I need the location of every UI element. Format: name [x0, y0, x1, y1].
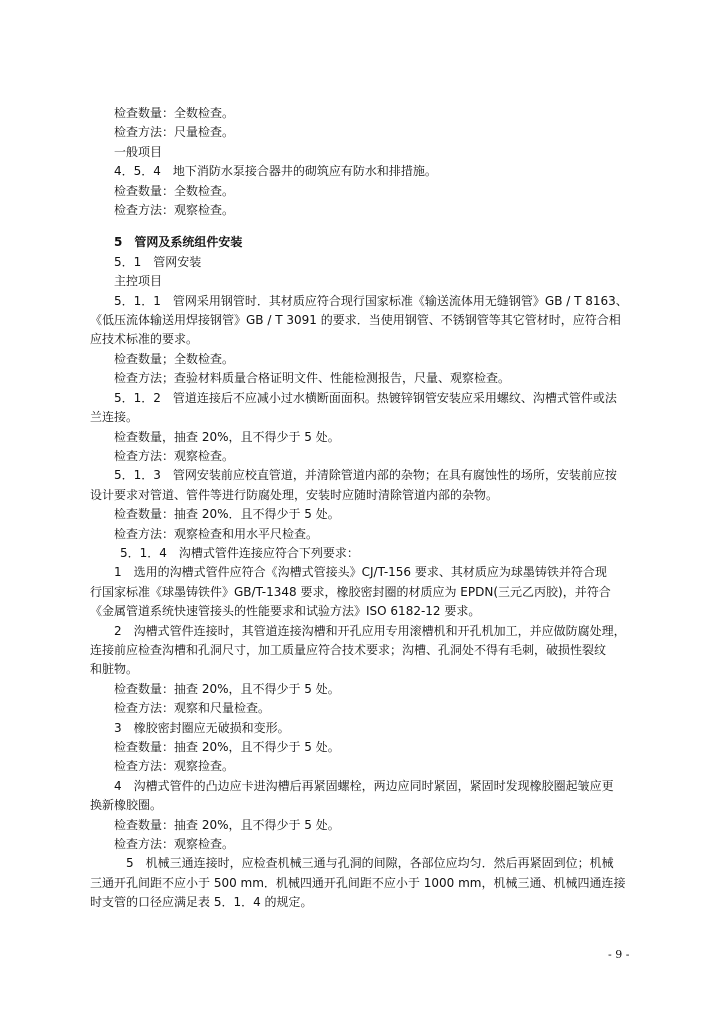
text-line: 设计要求对管道、管件等进行防腐处理，安装时应随时清除管道内部的杂物。 — [90, 487, 499, 502]
text-line: 检查数量：抽查 20%，且不得少于 5 处。 — [114, 681, 340, 696]
text-line: 检查方法：观察检查。 — [114, 203, 235, 218]
text-line: 5．1．3 管网安装前应校直管道，并清除管道内部的杂物；在具有腐蚀性的场所，安装前应按 — [114, 468, 617, 483]
text-line: 检查方法：观察检查。 — [114, 448, 235, 463]
text-line: 应技术标准的要求。 — [90, 332, 199, 347]
text-line: 检查数量；全数检查。 — [114, 351, 235, 366]
text-line: 一般项目 — [114, 144, 163, 159]
text-line: 检查数量：全数检查。 — [114, 183, 235, 198]
page-number: - 9 - — [608, 948, 630, 961]
text-line: 检查数量：全数检查。 — [114, 106, 235, 120]
text-line: 和脏物。 — [90, 662, 139, 677]
text-line: 5 机械三通连接时，应检查机械三通与孔洞的间隙，各部位应均匀．然后再紧固到位；机械 — [126, 856, 614, 871]
text-line: 连接前应检查沟槽和孔洞尺寸，加工质量应符合技术要求；沟槽、孔洞处不得有毛刺，破损性裂纹 — [90, 642, 607, 657]
text-line: 5．1．2 管道连接后不应减小过水横断面面积。热镀锌钢管安装应采用螺纹、沟槽式管件或法 — [114, 390, 617, 405]
text-line: 检查数量，抽查 20%，且不得少于 5 处。 — [114, 429, 340, 444]
text-line: 兰连接。 — [90, 410, 139, 425]
text-line: 1 选用的沟槽式管件应符合《沟槽式管接头》CJ/T-156 要求、其材质应为球墨铸铁并符合现 — [114, 565, 607, 580]
text-line: 2 沟槽式管件连接时，其管道连接沟槽和开孔应用专用滚槽机和开孔机加工，并应做防腐处理， — [114, 623, 626, 638]
text-line: 检查方法；查验材料质量合格证明文件、性能检测报告，尺量、观察检查。 — [114, 371, 511, 386]
text-line: 《低压流体输送用焊接钢管》GB / T 3091 的要求．当使用钢管、不锈钢管等其它管材时，应符合相 — [90, 313, 621, 328]
text-line: 3 橡胶密封圈应无破损和变形。 — [114, 720, 290, 735]
text-line: 5．1．4 沟槽式管件连接应符合下列要求： — [120, 545, 359, 560]
text-line: 检查数量：抽查 20%，且不得少于 5 处。 — [114, 740, 340, 754]
text-line: 时支管的口径应满足表 5．1．4 的规定。 — [90, 895, 313, 910]
text-line: 三通开孔间距不应小于 500 mm．机械四通开孔间距不应小于 1000 mm，机械三通、机械四通连接 — [90, 875, 626, 890]
text-line: 检查方法：观察和尺量检查。 — [114, 701, 271, 716]
text-line: 主控项目 — [114, 274, 163, 289]
document-body — [90, 104, 642, 913]
text-line: 4 沟槽式管件的凸边应卡进沟槽后再紧固螺栓，两边应同时紧固，紧固时发现橡胶圈起皱应更 — [114, 778, 614, 793]
text-line: 5．1．1 管网采用钢管时．其材质应符合现行国家标准《输送流体用无缝钢管》GB / T 8163、 — [114, 293, 628, 308]
subsection-heading: 5．1 管网安装 — [114, 254, 202, 269]
text-line: 《金属管道系统快速管接头的性能要求和试验方法》ISO 6182-12 要求。 — [90, 604, 481, 619]
section-heading: 5 管网及系统组件安装 — [114, 235, 243, 250]
text-line: 检查方法：观察检查和用水平尺检查。 — [114, 526, 319, 541]
text-line: 检查方法：尺量检查。 — [114, 125, 235, 140]
text-line: 检查方法：观察检查。 — [114, 837, 235, 852]
text-line: 检查数量：抽查 20%，且不得少于 5 处。 — [114, 817, 340, 832]
text-line: 检查数量：抽查 20%．且不得少于 5 处。 — [114, 507, 340, 522]
text-line: 行国家标准《球墨铸铁件》GB/T-1348 要求，橡胶密封圈的材质应为 EPDN(三元乙丙胶)，并符合 — [90, 584, 611, 599]
text-line: 换新橡胶圈。 — [90, 798, 163, 813]
text-line: 检查方法：观察捡查。 — [114, 759, 235, 774]
text-line: 4．5．4 地下消防水泵接合器井的砌筑应有防水和排措施。 — [114, 164, 437, 179]
